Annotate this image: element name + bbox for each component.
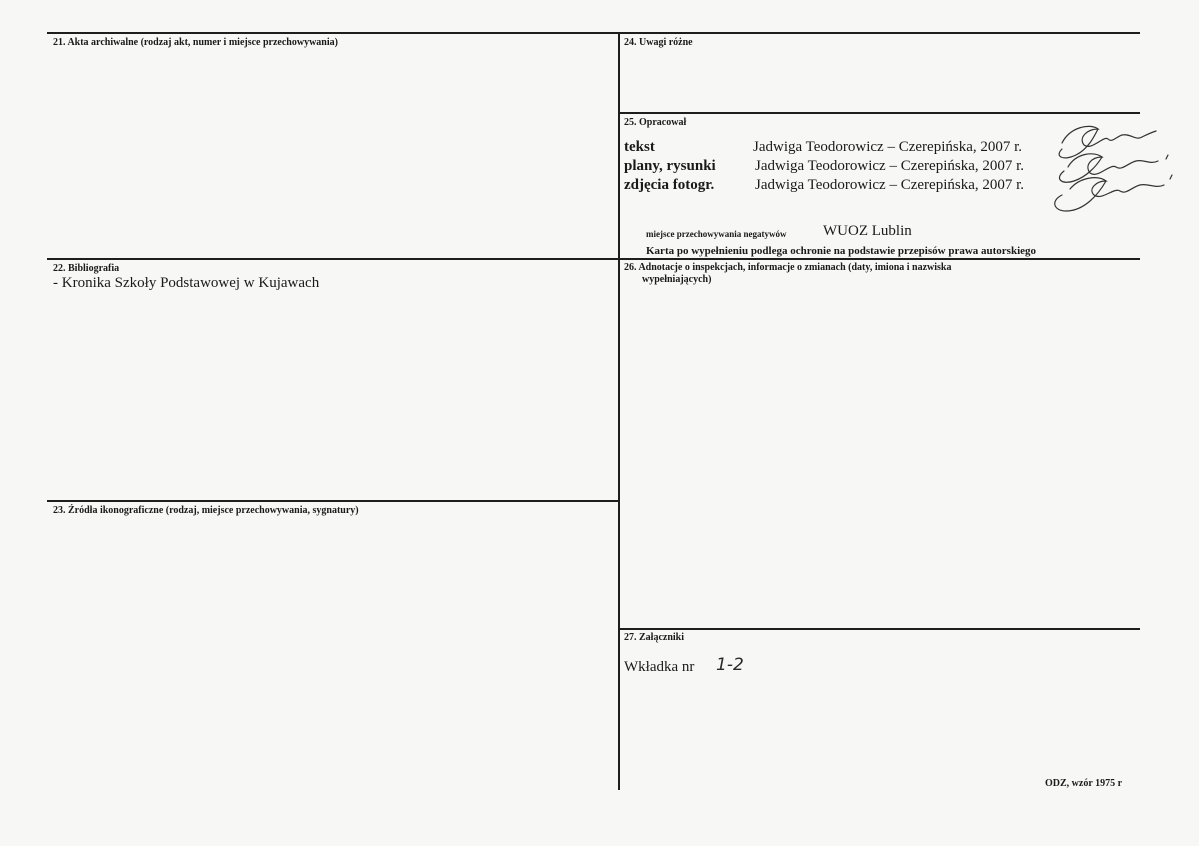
bibliography-item: - Kronika Szkoły Podstawowej w Kujawach	[53, 275, 320, 291]
author-row-key-tekst: tekst	[624, 139, 655, 155]
section-21-label: 21. Akta archiwalne (rodzaj akt, numer i miejsce przechowywania)	[53, 37, 338, 48]
negatives-value: WUOZ Lublin	[823, 223, 912, 239]
author-row-value-tekst: Jadwiga Teodorowicz – Czerepińska, 2007 r.	[753, 139, 1023, 155]
center-divider	[618, 32, 620, 790]
copyright-note: Karta po wypełnieniu podlega ochronie na podstawie przepisów prawa autorskiego	[646, 245, 1037, 257]
rule-22	[47, 258, 620, 260]
rule-26	[620, 258, 1140, 260]
section-27-label: 27. Załączniki	[624, 632, 685, 643]
negatives-label: miejsce przechowywania negatywów	[646, 229, 787, 239]
attachment-number: 1-2	[716, 655, 744, 675]
author-row-value-photos: Jadwiga Teodorowicz – Czerepińska, 2007 r.	[755, 177, 1025, 193]
section-23-label: 23. Źródła ikonograficzne (rodzaj, miejsce przechowywania, sygnatury)	[53, 505, 359, 516]
handwritten-signature	[1040, 115, 1180, 215]
author-row-key-photos: zdjęcia fotogr.	[624, 177, 715, 193]
attachment-text: Wkładka nr	[624, 659, 695, 675]
rule-27	[620, 628, 1140, 630]
top-rule-left	[47, 32, 620, 34]
author-row-value-plans: Jadwiga Teodorowicz – Czerepińska, 2007 r.	[755, 158, 1025, 174]
form-id: ODZ, wzór 1975 r	[1045, 778, 1123, 789]
section-22-label: 22. Bibliografia	[53, 263, 120, 274]
section-26-label-cont: wypełniających)	[642, 274, 712, 285]
rule-23	[47, 500, 620, 502]
author-row-key-plans: plany, rysunki	[624, 158, 716, 174]
top-rule-right	[620, 32, 1140, 34]
section-24-label: 24. Uwagi różne	[624, 37, 693, 48]
section-26-label: 26. Adnotacje o inspekcjach, informacje o zmianach (daty, imiona i nazwiska	[624, 262, 952, 273]
rule-25	[620, 112, 1140, 114]
section-25-label: 25. Opracował	[624, 117, 687, 128]
